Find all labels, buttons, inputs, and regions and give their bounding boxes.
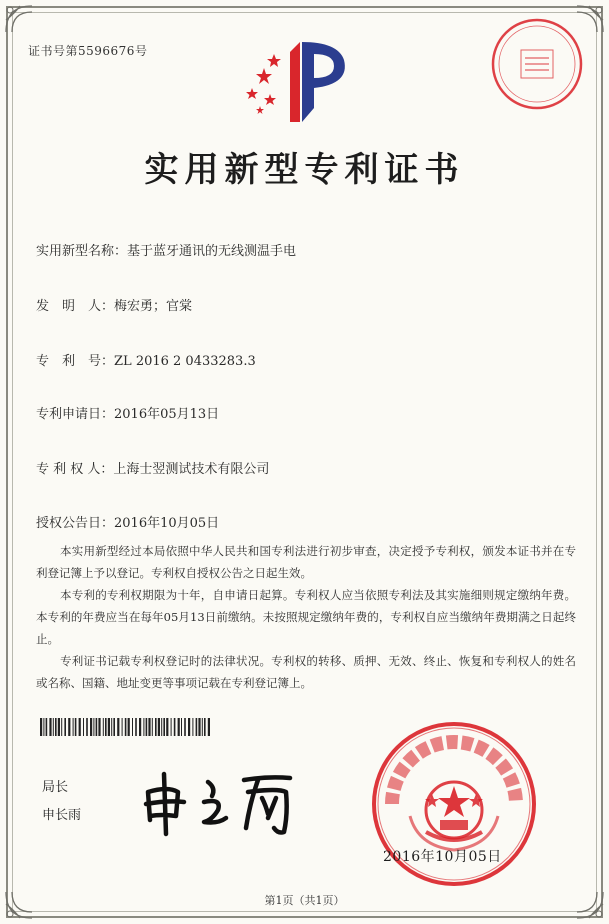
director-name-label: 申长雨: [42, 808, 82, 823]
field-value: 梅宏勇；官棠: [114, 299, 193, 314]
field-patent-number: [36, 350, 256, 369]
field-label: 授权公告日：: [36, 516, 115, 531]
field-label: 专 利 权 人：: [36, 462, 114, 477]
field-label: 发 明 人：: [36, 299, 115, 314]
field-inventor: [36, 295, 192, 314]
field-label: 实用新型名称：: [36, 244, 128, 259]
field-patentee: [36, 458, 269, 477]
field-label: 专 利 号：: [36, 354, 115, 369]
corner-ornament-icon: [2, 2, 36, 36]
field-application-date: [36, 403, 219, 422]
paragraph-grant: 本实用新型经过本局依照中华人民共和国专利法进行初步审查，决定授予专利权，颁发本证书并在专利登记簿上予以登记。专利权自授权公告之日起生效。: [36, 544, 576, 580]
director-title-label: 局长: [42, 780, 69, 795]
certificate-number: 证书号第5596676号: [28, 44, 148, 58]
field-value: 2016年05月13日: [114, 407, 220, 422]
paragraph-term: 本专利的专利权期限为十年，自申请日起算。专利权人应当依照专利法及其实施细则规定缴纳年费。本专利的年费应当在每年05月13日前缴纳。未按照规定缴纳年费的，专利权自应当缴纳年费期满之日起终止。: [36, 588, 576, 646]
agent-stamp-icon: [487, 14, 587, 114]
field-value: 2016年10月05日: [114, 516, 220, 531]
field-value: 基于蓝牙通讯的无线测温手电: [127, 244, 297, 259]
field-label: 专利申请日：: [36, 407, 115, 422]
field-utility-model-name: [36, 240, 296, 259]
paragraph-legal-status: 专利证书记载专利权登记时的法律状况。专利权的转移、质押、无效、终止、恢复和专利权人的姓名或名称、国籍、地址变更等事项记载在专利登记簿上。: [36, 654, 576, 690]
patent-office-logo-icon: [240, 38, 356, 124]
field-value: 上海士翌测试技术有限公司: [113, 462, 270, 477]
field-grant-date: [36, 512, 219, 531]
field-value: ZL 2016 2 0433283.3: [114, 354, 256, 369]
page-footer: 第1页（共1页）: [264, 894, 345, 907]
seal-date: 2016年10月05日: [383, 849, 502, 865]
barcode-icon: [40, 718, 213, 736]
page-title: 实用新型专利证书: [144, 150, 465, 190]
signature-icon: [138, 762, 308, 838]
